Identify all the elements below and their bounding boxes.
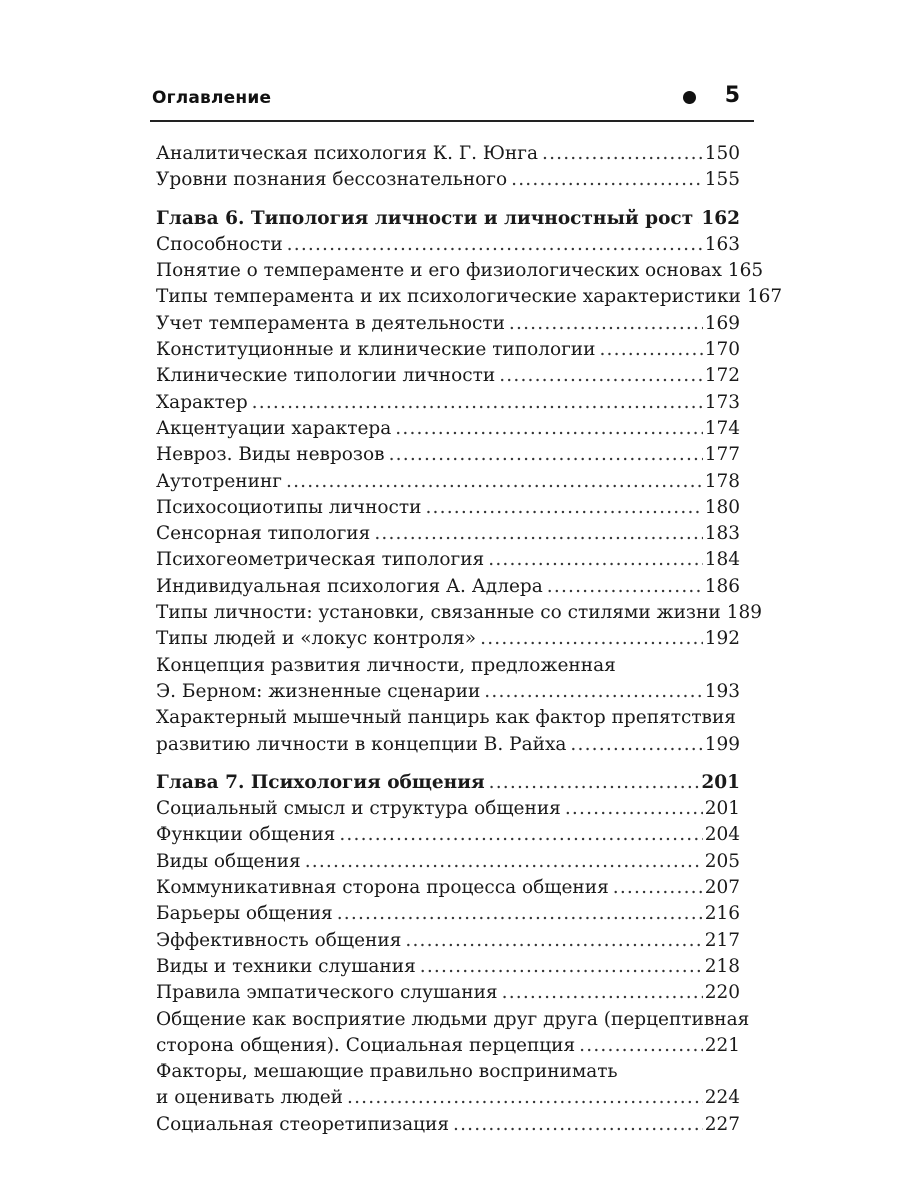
toc-entry-page-number: 201 (701, 771, 740, 793)
toc-entry (156, 258, 764, 284)
dot-leader (542, 141, 703, 167)
toc-entry-page-number: 172 (704, 365, 740, 387)
toc-entry (156, 1112, 740, 1138)
toc-entry-title: Виды и техники слушания (156, 955, 416, 977)
dot-leader (480, 626, 703, 652)
toc-entry-line (156, 547, 740, 573)
toc-entry-line (156, 311, 740, 337)
toc-entry-page-number: 170 (704, 339, 740, 361)
toc-entry-line (156, 849, 740, 875)
toc-entry-line (156, 390, 740, 416)
dot-leader (502, 980, 703, 1006)
toc-entry-page-number: 217 (704, 929, 740, 951)
toc-entry-page-number: 169 (704, 312, 740, 334)
dot-leader (305, 849, 703, 875)
toc-entry-title: развитию личности в концепции В. Райха (156, 733, 567, 755)
dot-leader (252, 390, 703, 416)
toc-entry-title: Глава 6. Типология личности и личностный рост (156, 207, 694, 229)
running-header-title: Оглавление (152, 88, 272, 108)
toc-entry-title: Уровни познания бессознательного (156, 169, 508, 191)
toc-entry (156, 167, 740, 193)
toc-entry (156, 1007, 750, 1060)
toc-entry (156, 705, 740, 758)
toc-entry-page-number: 218 (704, 955, 740, 977)
toc-entry-page-number: 167 (746, 286, 783, 308)
toc-entry-line (156, 232, 740, 258)
toc-entry (156, 311, 740, 337)
toc-entry (156, 469, 740, 495)
page-number: 5 (724, 83, 740, 108)
toc-entry (156, 875, 740, 901)
toc-entry (156, 574, 740, 600)
toc-entry-title: Характер (156, 391, 248, 413)
dot-leader (565, 796, 703, 822)
toc-entry-title: Типы личности: установки, связанные со стилями жизни (156, 602, 721, 624)
toc-entry-page-number: 177 (704, 444, 740, 466)
toc-entry-page-number: 165 (727, 260, 764, 282)
toc-entry-page-number: 186 (704, 575, 740, 597)
toc-entry-line (156, 363, 740, 389)
toc-entry-title: Конституционные и клинические типологии (156, 339, 596, 361)
toc-entry-title-line: Факторы, мешающие правильно воспринимать (156, 1061, 618, 1083)
toc-entry (156, 141, 740, 167)
toc-entry (156, 954, 740, 980)
table-of-contents (156, 141, 783, 1138)
toc-entry-title: Коммуникативная сторона процесса общения (156, 877, 609, 899)
toc-entry-title-line: Общение как восприятие людьми друг друга (перцептивная (156, 1008, 750, 1030)
toc-entry-line (156, 141, 740, 167)
dot-leader (425, 495, 702, 521)
toc-entry-line (156, 495, 740, 521)
toc-entry-page-number: 207 (704, 877, 740, 899)
toc-entry-title: Типы людей и «локус контроля» (156, 628, 477, 650)
bullet-icon (683, 91, 696, 104)
toc-entry-line (156, 574, 740, 600)
dot-leader (339, 822, 702, 848)
toc-entry-page-number: 204 (704, 824, 740, 846)
running-header (150, 83, 754, 116)
toc-entry-line (156, 206, 740, 232)
toc-entry-page-number: 155 (704, 169, 740, 191)
dot-leader (453, 1112, 703, 1138)
toc-entry-line (156, 875, 740, 901)
toc-entry (156, 626, 740, 652)
toc-entry-page-number: 163 (704, 233, 740, 255)
toc-entry-page-number: 227 (704, 1113, 740, 1135)
toc-entry-page-number: 199 (704, 733, 740, 755)
toc-entry-page-number: 193 (704, 680, 740, 702)
toc-entry-title: сторона общения). Социальная перцепция (156, 1034, 576, 1056)
dot-leader (570, 732, 702, 758)
toc-entry-title: Психогеометрическая типология (156, 549, 485, 571)
toc-entry (156, 442, 740, 468)
toc-entry-line (156, 442, 740, 468)
dot-leader (511, 167, 703, 193)
toc-entry-title: Социальный смысл и структура общения (156, 798, 561, 820)
toc-entry (156, 796, 740, 822)
toc-entry-page-number: 150 (704, 143, 740, 164)
dot-leader (509, 311, 703, 337)
toc-entry-line (156, 928, 740, 954)
dot-leader (389, 442, 703, 468)
toc-entry (156, 849, 740, 875)
toc-entry (156, 416, 740, 442)
toc-entry-page-number: 162 (701, 207, 740, 229)
toc-entry-line (156, 167, 740, 193)
toc-entry-title: Функции общения (156, 824, 336, 846)
dot-leader (488, 547, 702, 573)
toc-chapter-entry (156, 206, 740, 232)
toc-entry-line (156, 1033, 740, 1059)
toc-entry (156, 337, 740, 363)
toc-entry-line (156, 284, 783, 310)
toc-entry-title: Акцентуации характера (156, 417, 392, 439)
toc-entry-title: Невроз. Виды неврозов (156, 444, 385, 466)
dot-leader (347, 1085, 703, 1111)
toc-entry-line (156, 521, 740, 547)
toc-entry-title-line: Концепция развития личности, предложенная (156, 654, 616, 676)
toc-entry-page-number: 221 (704, 1034, 740, 1056)
toc-entry-line (156, 626, 740, 652)
dot-leader (286, 469, 703, 495)
toc-entry (156, 928, 740, 954)
toc-entry-line (156, 822, 740, 848)
dot-leader (489, 770, 700, 796)
dot-leader (374, 521, 702, 547)
dot-leader (484, 679, 702, 705)
toc-entry-line (156, 796, 740, 822)
dot-leader (499, 363, 702, 389)
toc-entry-page-number: 174 (704, 417, 740, 439)
toc-entry (156, 547, 740, 573)
toc-chapter-entry (156, 770, 740, 796)
toc-entry-page-number: 180 (704, 496, 740, 518)
toc-entry-title: Типы темперамента и их психологические характеристики (156, 286, 741, 308)
dot-leader (613, 875, 703, 901)
toc-entry-title: Э. Берном: жизненные сценарии (156, 680, 481, 702)
toc-entry-title: Барьеры общения (156, 903, 333, 925)
toc-entry-page-number: 220 (704, 982, 740, 1004)
header-divider (150, 120, 754, 122)
toc-entry-title: Глава 7. Психология общения (156, 771, 485, 793)
toc-entry-line (156, 980, 740, 1006)
toc-entry (156, 822, 740, 848)
toc-entry-title: Аналитическая психология К. Г. Юнга (156, 143, 538, 164)
toc-entry-line (156, 258, 764, 284)
toc-entry-title: Социальная стеоретипизация (156, 1113, 450, 1135)
dot-leader (697, 206, 699, 232)
toc-entry-page-number: 201 (704, 798, 740, 820)
toc-entry-title: Правила эмпатического слушания (156, 982, 498, 1004)
dot-leader (405, 928, 702, 954)
toc-entry (156, 1059, 740, 1112)
toc-entry-line (156, 337, 740, 363)
toc-entry (156, 521, 740, 547)
toc-entry-title: Психосоциотипы личности (156, 496, 422, 518)
toc-entry-line (156, 1085, 740, 1111)
dot-leader (420, 954, 703, 980)
dot-leader (579, 1033, 703, 1059)
dot-leader (287, 232, 703, 258)
toc-entry (156, 653, 740, 706)
toc-entry-line (156, 469, 740, 495)
toc-entry-title: Клинические типологии личности (156, 365, 496, 387)
toc-entry-line (156, 679, 740, 705)
toc-entry-title: и оценивать людей (156, 1087, 344, 1109)
dot-leader (337, 901, 703, 927)
toc-entry (156, 390, 740, 416)
toc-entry-page-number: 183 (704, 523, 740, 545)
toc-entry-page-number: 173 (704, 391, 740, 413)
toc-entry-title: Виды общения (156, 850, 301, 872)
toc-entry-page-number: 216 (704, 903, 740, 925)
toc-entry-page-number: 189 (726, 602, 762, 624)
toc-entry-line (156, 954, 740, 980)
toc-entry-line (156, 1112, 740, 1138)
toc-entry-line (156, 732, 740, 758)
toc-entry-line (156, 901, 740, 927)
toc-entry (156, 363, 740, 389)
dot-leader (599, 337, 702, 363)
toc-entry-title: Способности (156, 233, 283, 255)
toc-entry-page-number: 224 (704, 1087, 740, 1109)
toc-entry-page-number: 178 (704, 470, 740, 492)
toc-entry-line (156, 600, 762, 626)
toc-entry-line (156, 416, 740, 442)
toc-entry-title: Понятие о темпераменте и его физиологических основах (156, 260, 722, 282)
toc-entry-line (156, 770, 740, 796)
toc-entry (156, 495, 740, 521)
dot-leader (395, 416, 702, 442)
toc-entry (156, 901, 740, 927)
toc-entry (156, 600, 762, 626)
toc-entry-page-number: 192 (704, 628, 740, 650)
toc-entry-title: Сенсорная типология (156, 523, 371, 545)
toc-entry-page-number: 184 (704, 549, 740, 571)
toc-entry (156, 980, 740, 1006)
toc-entry-title: Учет темперамента в деятельности (156, 312, 505, 334)
toc-entry-title-line: Характерный мышечный панцирь как фактор препятствия (156, 707, 736, 729)
toc-entry (156, 284, 783, 310)
toc-entry-title: Аутотренинг (156, 470, 282, 492)
toc-entry-title: Индивидуальная психология А. Адлера (156, 575, 543, 597)
toc-entry-title: Эффективность общения (156, 929, 402, 951)
toc-entry-page-number: 205 (704, 850, 740, 872)
toc-entry (156, 232, 740, 258)
dot-leader (547, 574, 703, 600)
